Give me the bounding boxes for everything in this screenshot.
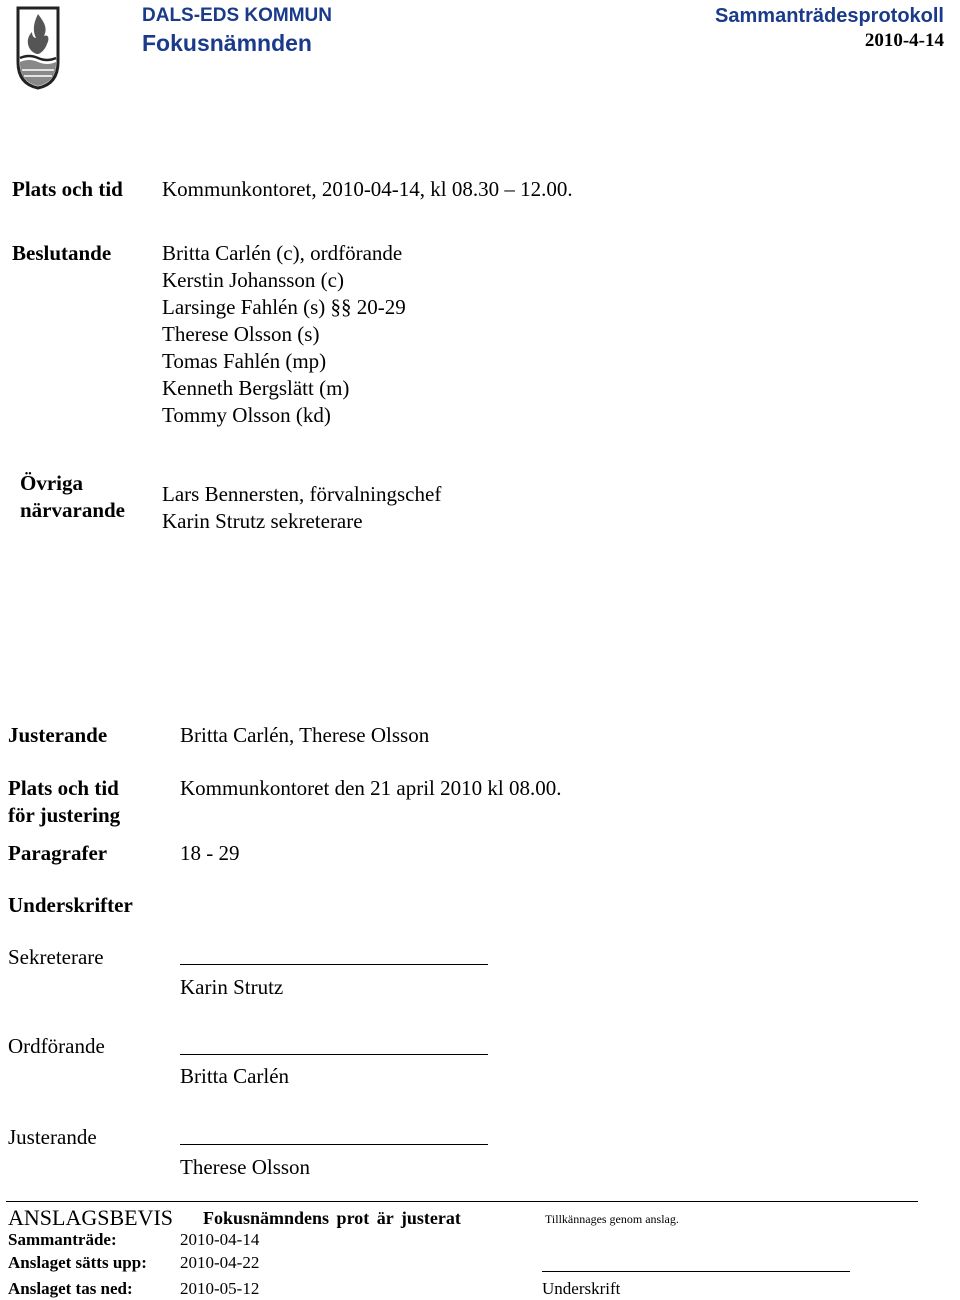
removed-date-label: Anslaget tas ned: bbox=[8, 1279, 133, 1298]
adjust-place-value: Kommunkontoret den 21 april 2010 kl 08.00. bbox=[180, 776, 562, 800]
place-time-value: Kommunkontoret, 2010-04-14, kl 08.30 – 12.00. bbox=[162, 177, 573, 201]
signatures-heading: Underskrifter bbox=[8, 893, 133, 917]
municipal-coat-of-arms-icon bbox=[14, 4, 126, 90]
municipality-name: DALS-EDS KOMMUN bbox=[142, 5, 332, 26]
adjust-place-label-line2: för justering bbox=[8, 803, 121, 827]
chair-name: Britta Carlén bbox=[180, 1064, 290, 1088]
secretary-signature-line bbox=[180, 964, 488, 965]
adjust-place-label-line1: Plats och tid bbox=[8, 776, 119, 800]
others-label-line2: närvarande bbox=[20, 498, 125, 522]
list-item: Britta Carlén (c), ordförande bbox=[162, 241, 403, 265]
adjuster-signature-line bbox=[180, 1144, 488, 1145]
secretary-name: Karin Strutz bbox=[180, 975, 284, 999]
list-item: Therese Olsson (s) bbox=[162, 322, 320, 346]
list-item: Kerstin Johansson (c) bbox=[162, 268, 344, 292]
document-type: Sammanträdesprotokoll bbox=[715, 5, 944, 27]
deciding-label: Beslutande bbox=[12, 241, 112, 265]
list-item: Karin Strutz sekreterare bbox=[162, 509, 363, 533]
list-item: Tommy Olsson (kd) bbox=[162, 403, 331, 427]
paragraphs-label: Paragrafer bbox=[8, 841, 108, 865]
list-item: Kenneth Bergslätt (m) bbox=[162, 376, 350, 400]
posted-date-value: 2010-04-22 bbox=[180, 1253, 260, 1272]
chair-role: Ordförande bbox=[8, 1034, 105, 1058]
notice-subtitle: Fokusnämndens prot är justerat bbox=[203, 1208, 461, 1228]
notice-title: ANSLAGSBEVIS bbox=[8, 1205, 174, 1230]
adjuster-role: Justerande bbox=[8, 1125, 97, 1149]
chair-signature-line bbox=[180, 1054, 488, 1055]
others-list bbox=[162, 481, 441, 535]
place-time-label: Plats och tid bbox=[12, 177, 123, 201]
list-item: Larsinge Fahlén (s) §§ 20-29 bbox=[162, 295, 406, 319]
header-date: 2010-4-14 bbox=[864, 30, 944, 51]
secretary-role: Sekreterare bbox=[8, 945, 104, 969]
deciding-list bbox=[162, 240, 406, 429]
committee-name: Fokusnämnden bbox=[142, 30, 312, 56]
paragraphs-value: 18 - 29 bbox=[180, 841, 240, 865]
list-item: Tomas Fahlén (mp) bbox=[162, 349, 327, 373]
notice-divider bbox=[6, 1201, 918, 1202]
list-item: Lars Bennersten, förvalningschef bbox=[162, 482, 442, 506]
others-label-line1: Övriga bbox=[20, 471, 83, 495]
meeting-date-label: Sammanträde: bbox=[8, 1230, 117, 1249]
posted-date-label: Anslaget sätts upp: bbox=[8, 1253, 147, 1272]
adjuster-name: Therese Olsson bbox=[180, 1155, 311, 1179]
announce-note: Tillkännages genom anslag. bbox=[545, 1212, 679, 1226]
removed-date-value: 2010-05-12 bbox=[180, 1279, 260, 1298]
adjusters-value: Britta Carlén, Therese Olsson bbox=[180, 723, 430, 747]
meeting-date-value: 2010-04-14 bbox=[180, 1230, 260, 1249]
notice-signature-line bbox=[542, 1271, 850, 1272]
adjusters-label: Justerande bbox=[8, 723, 108, 747]
notice-signature-label: Underskrift bbox=[542, 1279, 621, 1298]
